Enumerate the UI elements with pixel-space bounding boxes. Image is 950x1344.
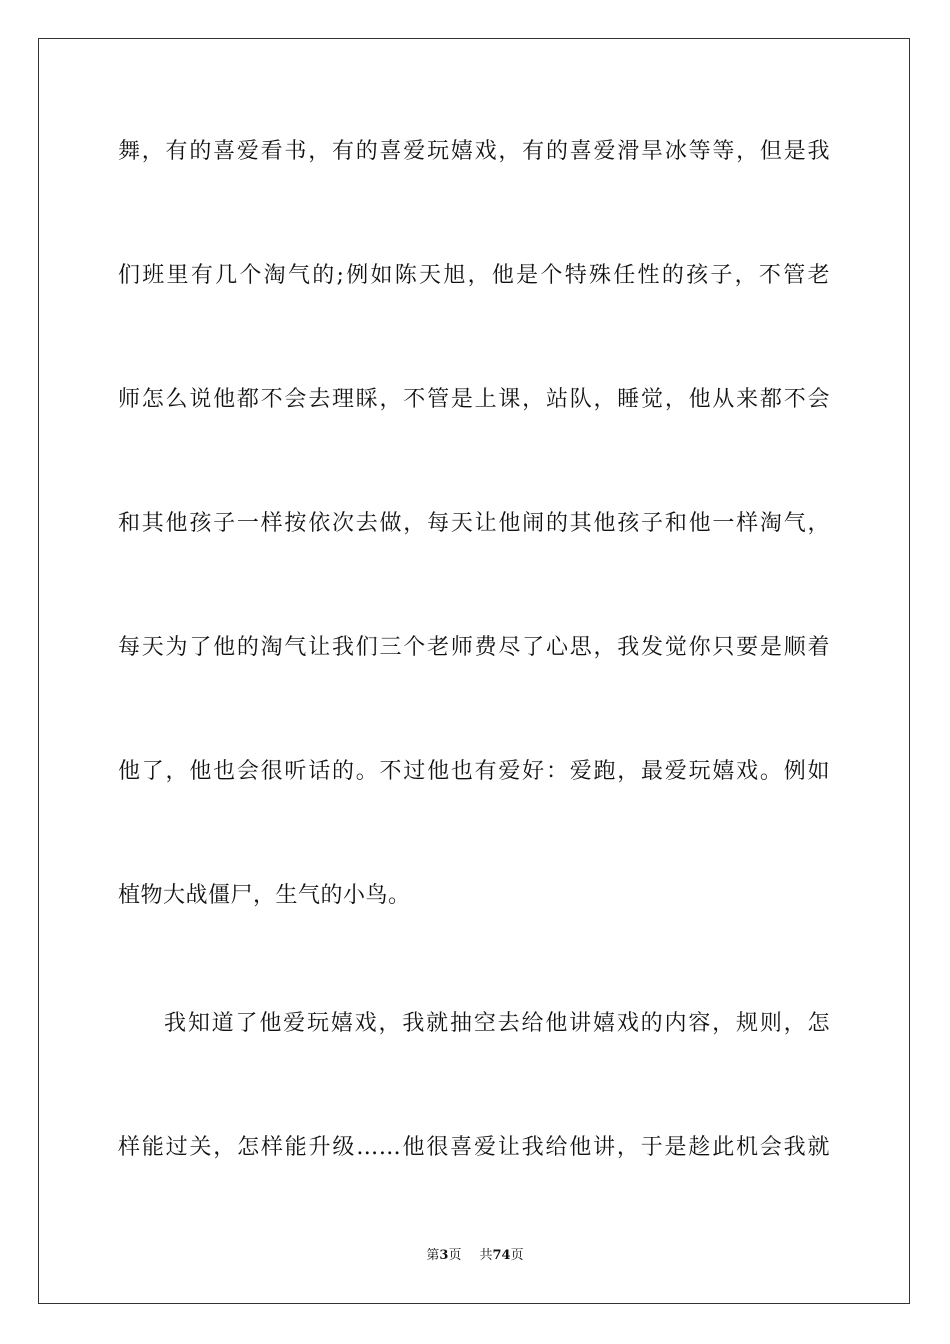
body-text-line: 样能过关，怎样能升级……他很喜爱让我给他讲，于是趁此机会我就 <box>118 1135 830 1160</box>
page-footer <box>0 1247 950 1265</box>
page-number-prefix: 第 <box>426 1248 440 1263</box>
total-pages-suffix: 页 <box>510 1248 524 1263</box>
total-page-count: 74 <box>492 1248 511 1263</box>
body-text-line: 和其他孩子一样按依次去做，每天让他闹的其他孩子和他一样淘气， <box>118 511 830 536</box>
page-border <box>38 38 910 1304</box>
body-text-line: 每天为了他的淘气让我们三个老师费尽了心思，我发觉你只要是顺着 <box>118 635 830 660</box>
body-text-line: 他了，他也会很听话的。不过他也有爱好：爱跑，最爱玩嬉戏。例如 <box>118 759 830 784</box>
page-number-suffix: 页 <box>448 1248 462 1263</box>
current-page-number: 3 <box>439 1248 449 1263</box>
paragraph-first-line: 我知道了他爱玩嬉戏，我就抽空去给他讲嬉戏的内容，规则，怎 <box>164 1011 830 1036</box>
body-text-line: 植物大战僵尸，生气的小鸟。 <box>118 883 411 908</box>
body-text-line: 舞，有的喜爱看书，有的喜爱玩嬉戏，有的喜爱滑旱冰等等，但是我 <box>118 139 830 164</box>
total-pages-prefix: 共 <box>479 1248 493 1263</box>
body-text-line: 师怎么说他都不会去理睬，不管是上课，站队，睡觉，他从来都不会 <box>118 387 830 412</box>
body-text-line: 们班里有几个淘气的;例如陈天旭，他是个特殊任性的孩子，不管老 <box>118 263 830 288</box>
